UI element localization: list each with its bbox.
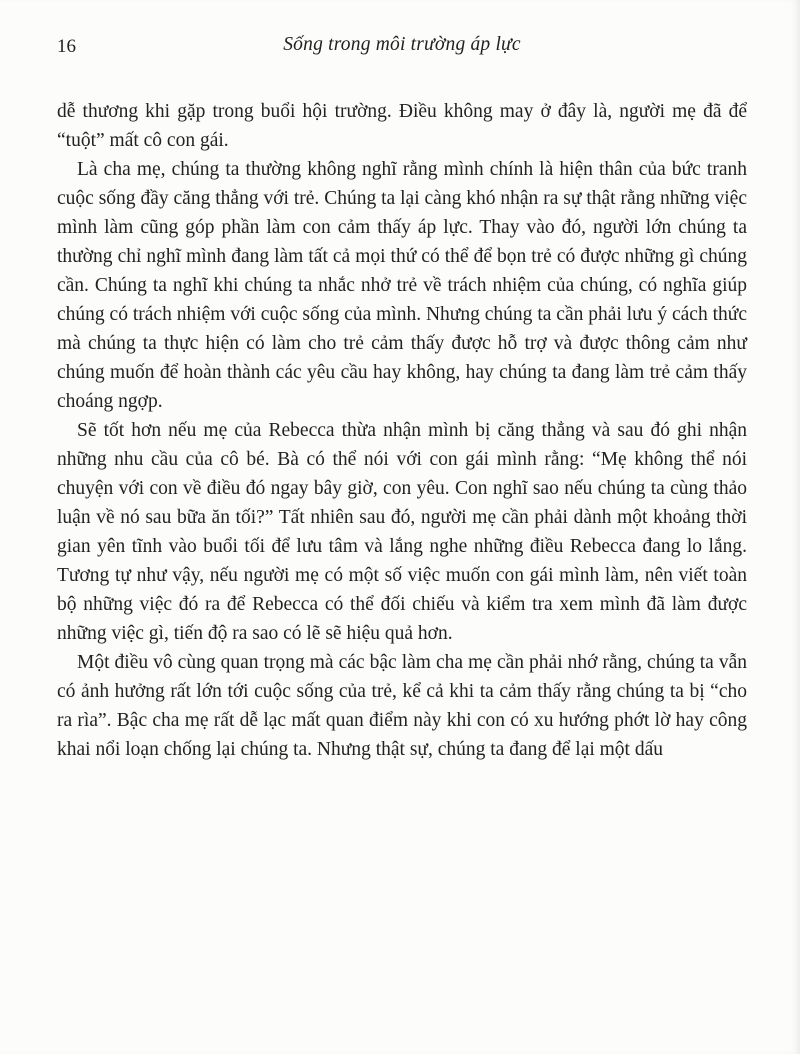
body-text — [57, 97, 747, 764]
paragraph: Một điều vô cùng quan trọng mà các bậc làm cha mẹ cần phải nhớ rằng, chúng ta vẫn có ảnh hưởng rất lớn tới cuộc sống của trẻ, kể cả khi ta cảm thấy rằng chúng ta bị “cho ra rìa”. Bậc cha mẹ rất dễ lạc mất quan điểm này khi con có xu hướng phớt lờ hay công khai nổi loạn chống lại chúng ta. Nhưng thật sự, chúng ta đang để lại một dấu — [57, 652, 747, 760]
paragraph: Sẽ tốt hơn nếu mẹ của Rebecca thừa nhận mình bị căng thẳng và sau đó ghi nhận những nhu cầu của cô bé. Bà có thể nói với con gái mình rằng: “Mẹ không thể nói chuyện với con về điều đó ngay bây giờ, con yêu. Con nghĩ sao nếu chúng ta cùng thảo luận về nó sau bữa ăn tối?” Tất nhiên sau đó, người mẹ cần phải dành một khoảng thời gian yên tĩnh vào buổi tối để lưu tâm và lắng nghe những điều Rebecca đang lo lắng. Tương tự như vậy, nếu người mẹ có một số việc muốn con gái mình làm, nên viết toàn bộ những việc đó ra để Rebecca có thể đối chiếu và kiểm tra xem mình đã làm được những việc gì, tiến độ ra sao có lẽ sẽ hiệu quả hơn. — [57, 420, 747, 644]
running-header-title: Sống trong môi trường áp lực — [283, 34, 521, 55]
page-header — [57, 34, 747, 64]
paragraph-continuation: dễ thương khi gặp trong buổi hội trường. Điều không may ở đây là, người mẹ đã để “tuột” mất cô con gái. — [57, 101, 747, 151]
page-number: 16 — [57, 36, 76, 57]
paragraph: Là cha mẹ, chúng ta thường không nghĩ rằng mình chính là hiện thân của bức tranh cuộc sống đầy căng thẳng với trẻ. Chúng ta lại càng khó nhận ra sự thật rằng những việc mình làm cũng góp phần làm con cảm thấy áp lực. Thay vào đó, người lớn chúng ta thường chỉ nghĩ mình đang làm tất cả mọi thứ có thể để bọn trẻ có được những gì chúng cần. Chúng ta nghĩ khi chúng ta nhắc nhở trẻ về trách nhiệm của chúng, có nghĩa giúp chúng có trách nhiệm với cuộc sống của mình. Nhưng chúng ta cần phải lưu ý cách thức mà chúng ta thực hiện có làm cho trẻ cảm thấy được hỗ trợ và được thông cảm như chúng muốn để hoàn thành các yêu cầu hay không, hay chúng ta đang làm trẻ cảm thấy choáng ngợp. — [57, 159, 747, 412]
